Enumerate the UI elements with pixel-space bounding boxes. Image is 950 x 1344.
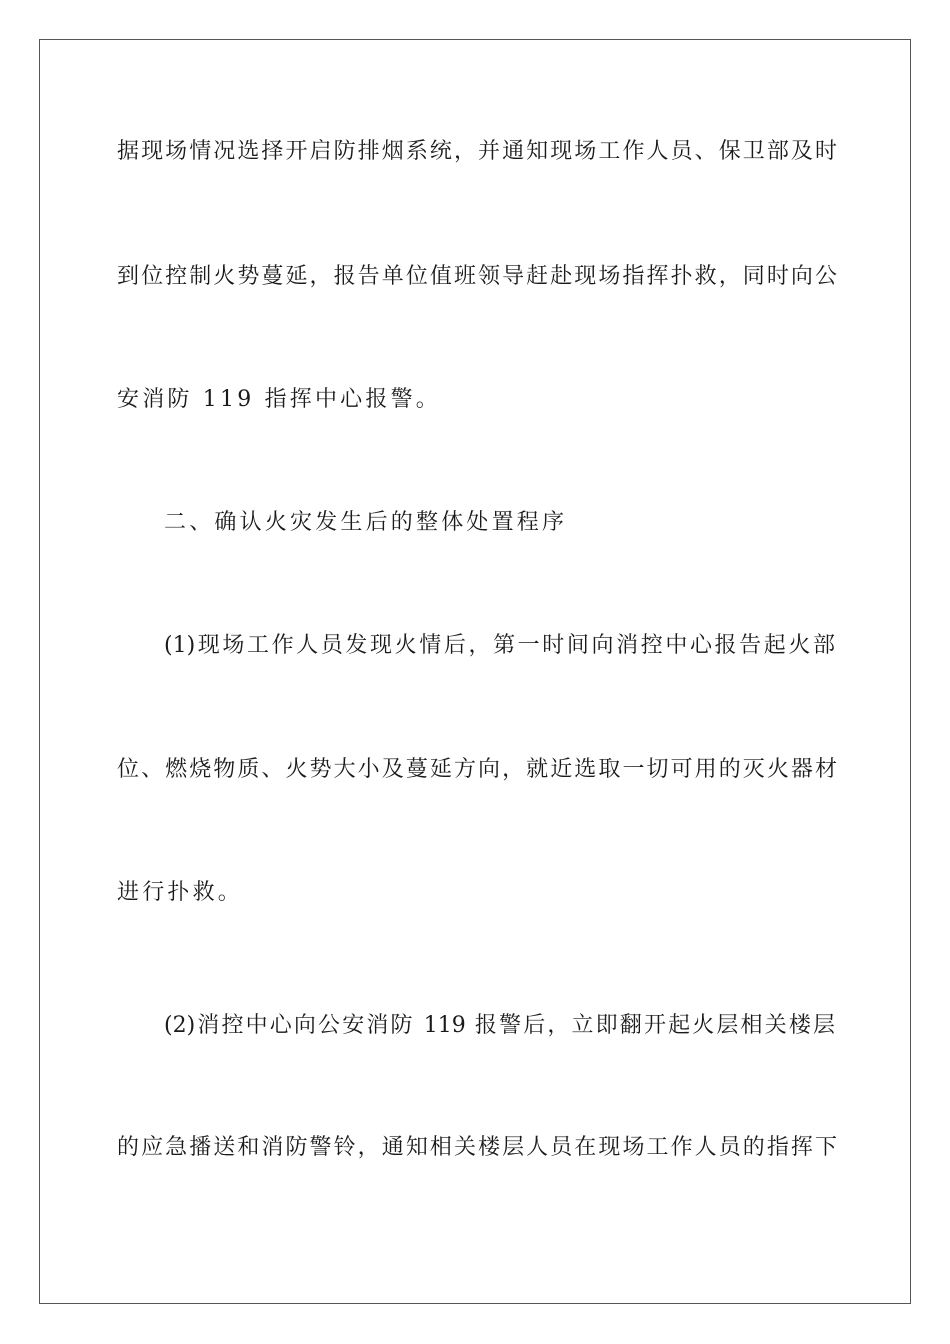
- paragraph-line: (2)消控中心向公安消防 119 报警后，立即翻开起火层相关楼层: [164, 1013, 835, 1038]
- paragraph-line: 到位控制火势蔓延，报告单位值班领导赶赴现场指挥扑救，同时向公: [117, 264, 837, 289]
- paragraph-line: 据现场情况选择开启防排烟系统，并通知现场工作人员、保卫部及时: [117, 139, 837, 164]
- paragraph-line: 位、燃烧物质、火势大小及蔓延方向，就近选取一切可用的灭火器材: [117, 757, 837, 782]
- section-heading: 二、确认火灾发生后的整体处置程序: [164, 510, 568, 535]
- paragraph-line: 进行扑救。: [117, 880, 244, 905]
- paragraph-line: 的应急播送和消防警铃，通知相关楼层人员在现场工作人员的指挥下: [117, 1135, 837, 1160]
- paragraph-line: (1)现场工作人员发现火情后，第一时间向消控中心报告起火部: [164, 633, 835, 658]
- paragraph-line: 安消防 119 指挥中心报警。: [117, 387, 441, 412]
- page-border: [39, 39, 911, 1304]
